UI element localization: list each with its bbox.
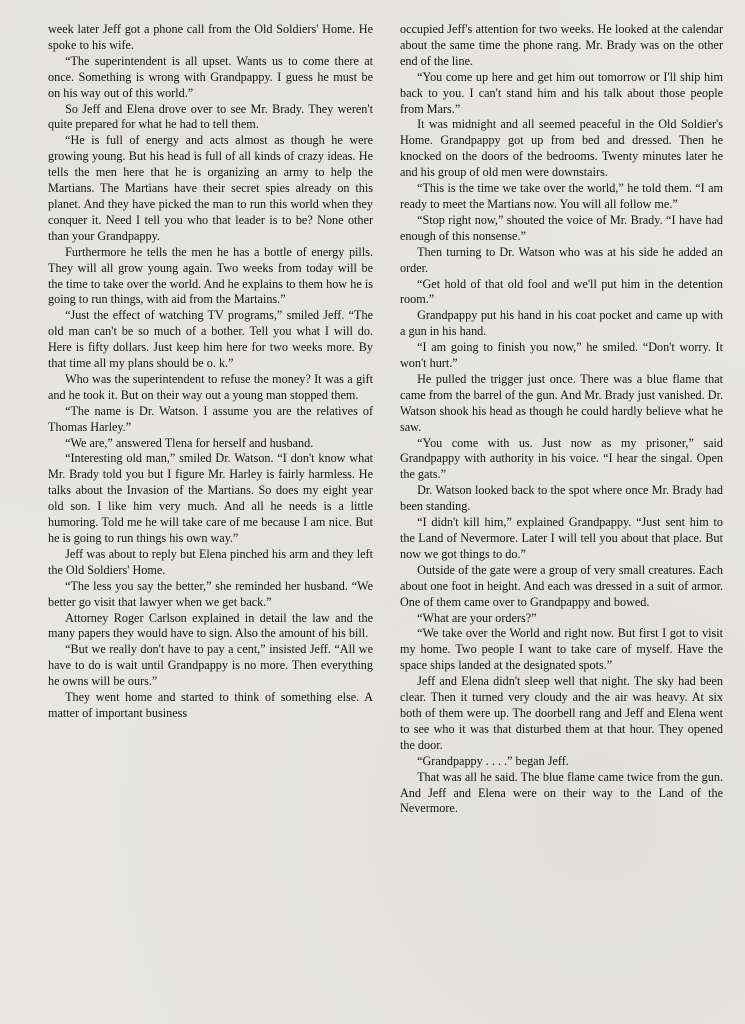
paragraph: It was midnight and all seemed peaceful in the Old Soldier's Home. Grandpappy got up from bed and dressed. Then he knocked on the doors of the bedrooms. Twenty minutes later he and his group of old men were downstairs. xyxy=(400,117,723,180)
paragraph: “Interesting old man,” smiled Dr. Watson. “I don't know what Mr. Brady told you but I figure Mr. Harley is fairly harmless. He talks about the Invasion of the Martians. So does my eight year old son. I like him very much. And all he needs is a little humoring. Told me he will take care of me because I am nice. But he is going to run things his own way.” xyxy=(48,451,373,545)
paragraph: Furthermore he tells the men he has a bottle of energy pills. They will all grow young again. Two weeks from today will be the time to take over the world. And he explains to them how he is going to run things, with aid from the Martains.” xyxy=(48,244,373,307)
paragraph: “We are,” answered Tlena for herself and husband. xyxy=(65,435,314,450)
paragraph: Outside of the gate were a group of very small creatures. Each about one foot in height. And each was dressed in a suit of armor. One of them came over to Grandpappy and bowed. xyxy=(400,562,723,609)
left-column xyxy=(48,22,373,722)
paragraph: So Jeff and Elena drove over to see Mr. Brady. They weren't quite prepared for what he had to tell them. xyxy=(48,101,373,132)
paragraph: “Just the effect of watching TV programs,” smiled Jeff. “The old man can't be so much of a bother. Tell you what I will do. Here is fifty dollars. Just keep him here for two weeks more. By that time all my plans should be o. k.” xyxy=(48,308,373,371)
paragraph: “Grandpappy . . . .” began Jeff. xyxy=(417,753,569,768)
paragraph: Then turning to Dr. Watson who was at his side he added an order. xyxy=(400,244,723,275)
paragraph: “You come up here and get him out tomorrow or I'll ship him back to you. I can't stand him and his talk about those people from Mars.” xyxy=(400,69,723,116)
paragraph: occupied Jeff's attention for two weeks. He looked at the calendar about the same time the phone rang. Mr. Brady was on the other end of the line. xyxy=(400,22,723,68)
paragraph: He pulled the trigger just once. There was a blue flame that came from the barrel of the gun. And Mr. Brady just vanished. Dr. Watson shook his head as though he could hardly believe what he saw. xyxy=(400,371,723,434)
paragraph: “We take over the World and right now. But first I got to visit my home. Two people I want to take care of myself. Have the space ships landed at the designated spots.” xyxy=(400,626,723,673)
paragraph: Dr. Watson looked back to the spot where once Mr. Brady had been standing. xyxy=(400,483,723,514)
paragraph: “I didn't kill him,” explained Grandpappy. “Just sent him to the Land of Nevermore. Later I will tell you about that place. But now we got things to do.” xyxy=(400,515,723,561)
paragraph: Attorney Roger Carlson explained in detail the law and the many papers they would have to sign. Also the amount of his bill. xyxy=(48,610,373,641)
paragraph: “The less you say the better,” she reminded her husband. “We better go visit that lawyer when we get back.” xyxy=(48,578,373,609)
paragraph: week later Jeff got a phone call from the Old Soldiers' Home. He spoke to his wife. xyxy=(48,22,373,52)
paragraph: They went home and started to think of something else. A matter of important business xyxy=(48,690,373,720)
paragraph: “This is the time we take over the world,” he told them. “I am ready to meet the Martians now. You will all follow me.” xyxy=(400,181,723,211)
paragraph: That was all he said. The blue flame came twice from the gun. And Jeff and Elena were on their way to the Land of the Nevermore. xyxy=(400,769,723,816)
paragraph: “The superintendent is all upset. Wants us to come there at once. Something is wrong with Grandpappy. I guess he must be on his way out of this world.” xyxy=(48,53,373,100)
paragraph: Jeff was about to reply but Elena pinched his arm and they left the Old Soldiers' Home. xyxy=(48,546,373,577)
right-column xyxy=(400,22,723,817)
paragraph: Jeff and Elena didn't sleep well that night. The sky had been clear. Then it turned very cloudy and the air was heavy. At six both of them were up. The doorbell rang and Jeff and Elena went to see who it was that disturbed them at that hour. They opened the door. xyxy=(400,674,723,752)
paragraph: “Get hold of that old fool and we'll put him in the detention room.” xyxy=(400,276,723,307)
paragraph: “But we really don't have to pay a cent,” insisted Jeff. “All we have to do is wait until Grandpappy is no more. Then everything he owns will be ours.” xyxy=(48,642,373,689)
paragraph: “Stop right now,” shouted the voice of Mr. Brady. “I have had enough of this nonsense.” xyxy=(400,212,723,243)
paragraph: “The name is Dr. Watson. I assume you are the relatives of Thomas Harley.” xyxy=(48,403,373,434)
paragraph: Grandpappy put his hand in his coat pocket and came up with a gun in his hand. xyxy=(400,308,723,339)
paragraph: “I am going to finish you now,” he smiled. “Don't worry. It won't hurt.” xyxy=(400,340,723,371)
paragraph: “You come with us. Just now as my prisoner,” said Grandpappy with authority in his voice. “I hear the singal. Open the gats.” xyxy=(400,435,723,482)
paragraph: “What are your orders?” xyxy=(417,610,537,625)
paragraph: Who was the superintendent to refuse the money? It was a gift and he took it. But on their way out a young man stopped them. xyxy=(48,371,373,402)
paragraph: “He is full of energy and acts almost as though he were growing young. But his head is full of all kinds of crazy ideas. He tells the men here that he is organizing an army to help the Martians. The Martians have their secret spies already on this planet. And they have picked the man to run this world when they conquer it. Need I tell you who that leader is to be? None other than your Grandpappy. xyxy=(48,133,373,243)
